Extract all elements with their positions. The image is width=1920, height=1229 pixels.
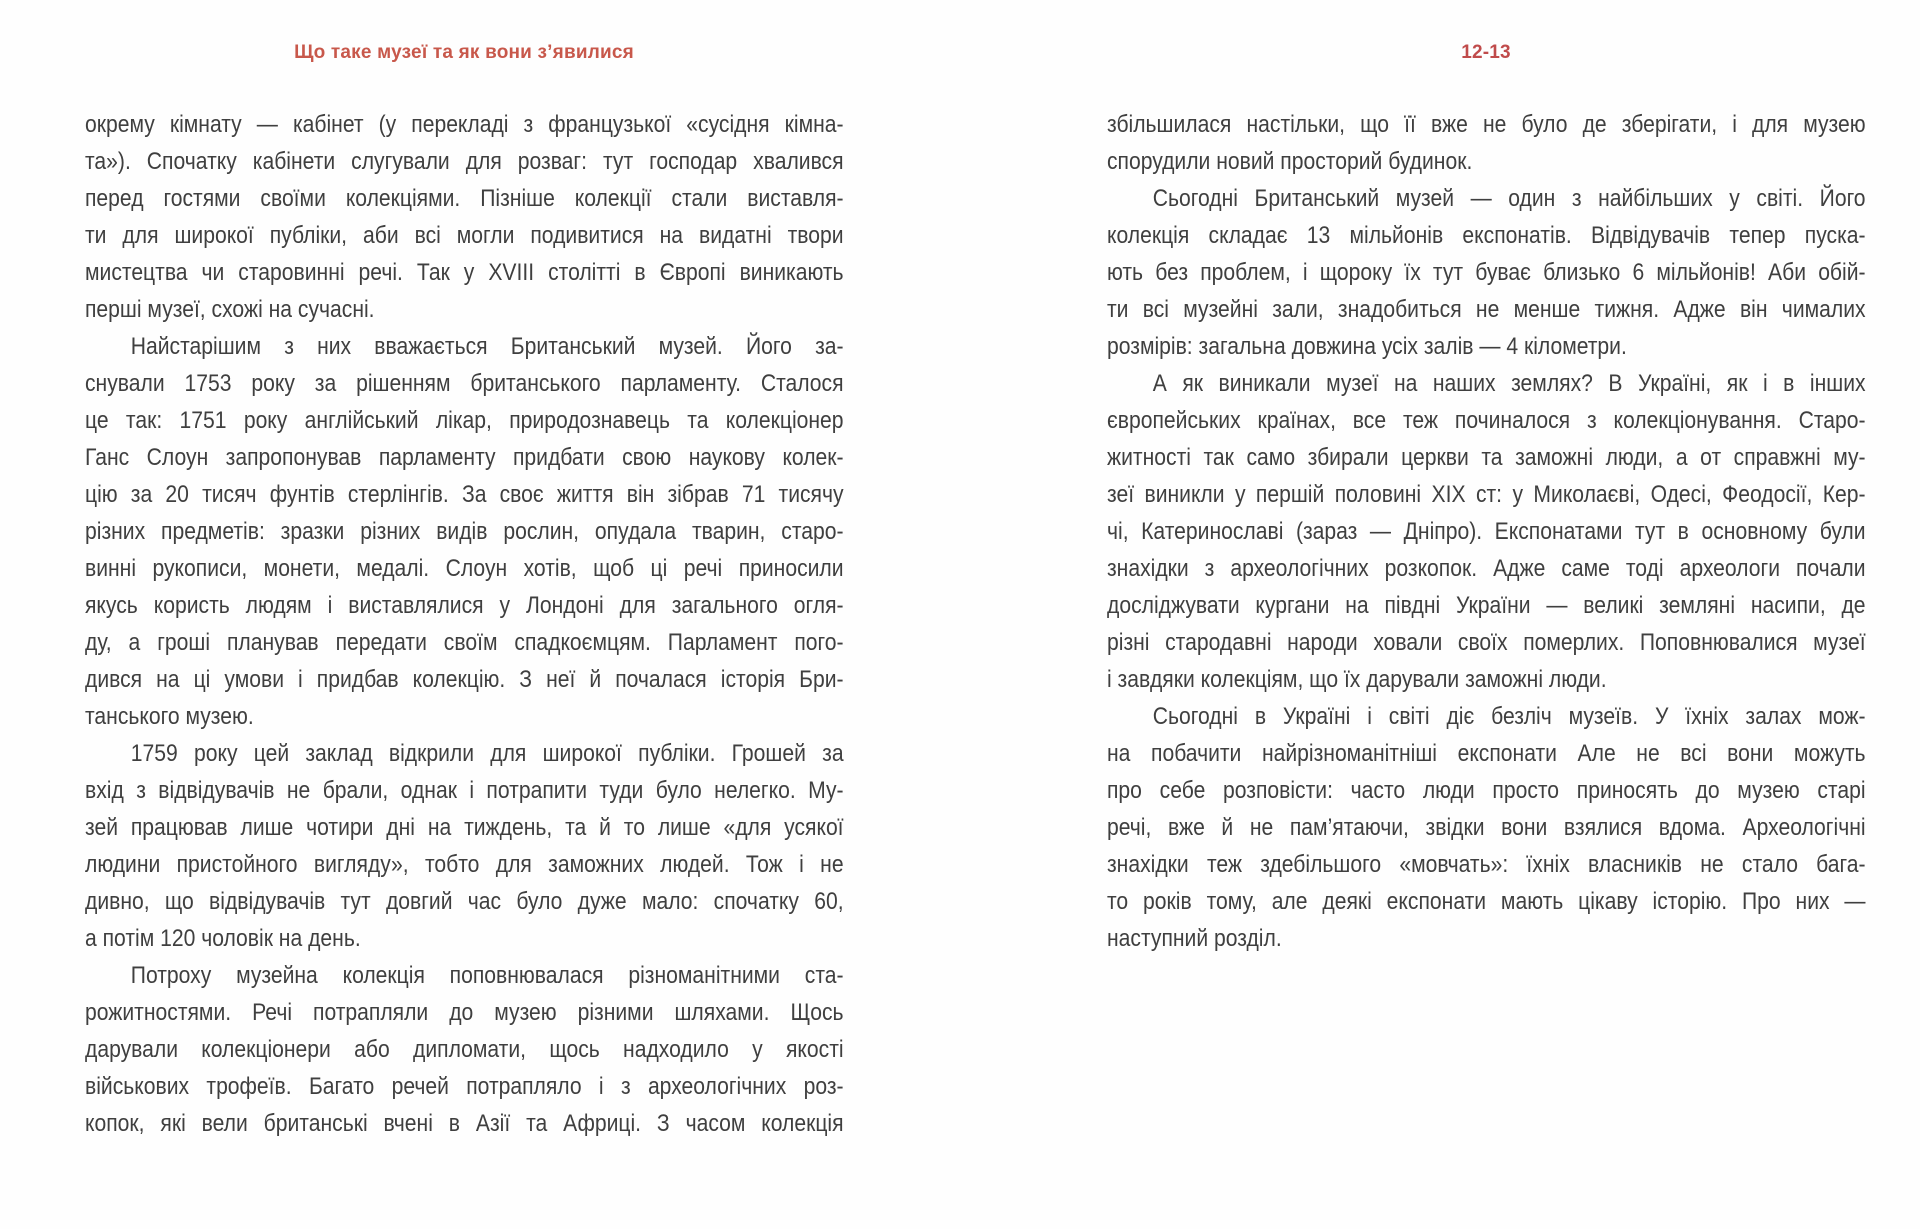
text-line: 1759 року цей заклад відкрили для широкої публіки. Грошей за: [130, 740, 844, 767]
text-line: Найстарішим з них вважається Британський музей. Його за-: [130, 333, 844, 360]
text-line: Сьогодні Британський музей — один з найбільших у світі. Його: [1152, 185, 1866, 212]
text-line: європейських країнах, все теж починалося з колекціонування. Старо-: [1107, 407, 1866, 434]
text-line: це так: 1751 року англійський лікар, природознавець та колекціонер: [85, 407, 844, 434]
text-line: мистецтва чи старовинні речі. Так у XVIII столітті в Європі виникають: [85, 259, 844, 286]
text-line: військових трофеїв. Багато речей потрапляло і з археологічних роз-: [85, 1073, 844, 1100]
text-line: різні стародавні народи ховали своїх померлих. Поповнювалися музеї: [1107, 629, 1866, 656]
text-line: цію за 20 тисяч фунтів стерлінгів. За своє життя він зібрав 71 тисячу: [85, 481, 844, 508]
page-number: 12-13: [1461, 42, 1511, 63]
text-line: різних предметів: зразки різних видів рослин, опудала тварин, старо-: [85, 518, 844, 545]
text-line: знахідки з археологічних розкопок. Адже саме тоді археологи почали: [1107, 555, 1866, 582]
text-line: розмірів: загальна довжина усіх залів — 4 кілометри.: [1107, 333, 1627, 360]
text-line: ють без проблем, і щороку їх тут буває близько 6 мільйонів! Аби обій-: [1107, 259, 1866, 286]
text-line: ду, а гроші планував передати своїм спадкоємцям. Парламент пого-: [85, 629, 844, 656]
text-line: колекція складає 13 мільйонів експонатів. Відвідувачів тепер пуска-: [1107, 222, 1866, 249]
text-line: рожитностями. Речі потрапляли до музею різними шляхами. Щось: [85, 999, 844, 1026]
text-line: житності так само збирали церкви та заможні люди, а от справжні му-: [1107, 444, 1866, 471]
text-line: ти для широкої публіки, аби всі могли подивитися на видатні твори: [85, 222, 844, 249]
text-line: А як виникали музеї на наших землях? В Україні, як і в інших: [1152, 370, 1866, 397]
text-line: а потім 120 чоловік на день.: [85, 925, 361, 952]
text-line: досліджувати кургани на півдні України — великі земляні насипи, де: [1107, 592, 1866, 619]
text-line: перші музеї, схожі на сучасні.: [85, 296, 375, 323]
text-line: речі, вже й не пам’ятаючи, звідки вони взялися вдома. Археологічні: [1107, 814, 1866, 841]
text-line: збільшилася настільки, що її вже не було де зберігати, і для музею: [1107, 111, 1866, 138]
right-page-text: [1107, 106, 1866, 957]
text-line: Ганс Слоун запропонував парламенту придбати свою наукову колек-: [85, 444, 844, 471]
text-line: Потроху музейна колекція поповнювалася різноманітними ста-: [130, 962, 844, 989]
text-line: ти всі музейні зали, знадобиться не менше тижня. Адже він чималих: [1107, 296, 1866, 323]
text-line: Сьогодні в Україні і світі діє безліч музеїв. У їхніх залах мож-: [1152, 703, 1866, 730]
text-line: зеї виникли у першій половині XIX ст: у Миколаєві, Одесі, Феодосії, Кер-: [1107, 481, 1866, 508]
text-line: перед гостями своїми колекціями. Пізніше колекції стали виставля-: [85, 185, 844, 212]
text-line: про себе розповісти: часто люди просто приносять до музею старі: [1107, 777, 1866, 804]
text-line: і завдяки колекціям, що їх дарували заможні люди.: [1107, 666, 1607, 693]
text-line: дився на ці умови і придбав колекцію. З неї й почалася історія Бри-: [85, 666, 844, 693]
text-line: на побачити найрізноманітніші експонати Але не всі вони можуть: [1107, 740, 1866, 767]
text-line: дивно, що відвідувачів тут довгий час було дуже мало: спочатку 60,: [85, 888, 844, 915]
text-line: наступний розділ.: [1107, 925, 1282, 952]
chapter-title: Що таке музеї та як вони з’явилися: [294, 42, 634, 63]
text-line: снували 1753 року за рішенням британського парламенту. Сталося: [85, 370, 844, 397]
text-line: якусь користь людям і виставлялися у Лондоні для загального огля-: [85, 592, 844, 619]
text-line: спорудили новий просторий будинок.: [1107, 148, 1473, 175]
text-line: чі, Катеринославі (зараз — Дніпро). Експонатами тут в основному були: [1107, 518, 1866, 545]
text-line: людини пристойного вигляду», тобто для заможних людей. Тож і не: [85, 851, 844, 878]
left-page-text: [85, 106, 844, 1142]
text-line: копок, які вели британські вчені в Азії та Африці. З часом колекція: [85, 1110, 844, 1137]
text-line: знахідки теж здебільшого «мовчать»: їхніх власників не стало бага-: [1107, 851, 1866, 878]
text-line: окрему кімнату — кабінет (у перекладі з французької «сусідня кімна-: [85, 111, 844, 138]
text-line: та»). Спочатку кабінети слугували для розваг: тут господар хвалився: [85, 148, 844, 175]
text-line: танського музею.: [85, 703, 254, 730]
text-line: вхід з відвідувачів не брали, однак і потрапити туди було нелегко. Му-: [85, 777, 844, 804]
text-line: винні рукописи, монети, медалі. Слоун хотів, щоб ці речі приносили: [85, 555, 844, 582]
text-line: то років тому, але деякі експонати мають цікаву історію. Про них —: [1107, 888, 1866, 915]
text-line: дарували колекціонери або дипломати, щось надходило у якості: [85, 1036, 844, 1063]
text-line: зей працював лише чотири дні на тиждень, та й то лише «для усякої: [85, 814, 844, 841]
